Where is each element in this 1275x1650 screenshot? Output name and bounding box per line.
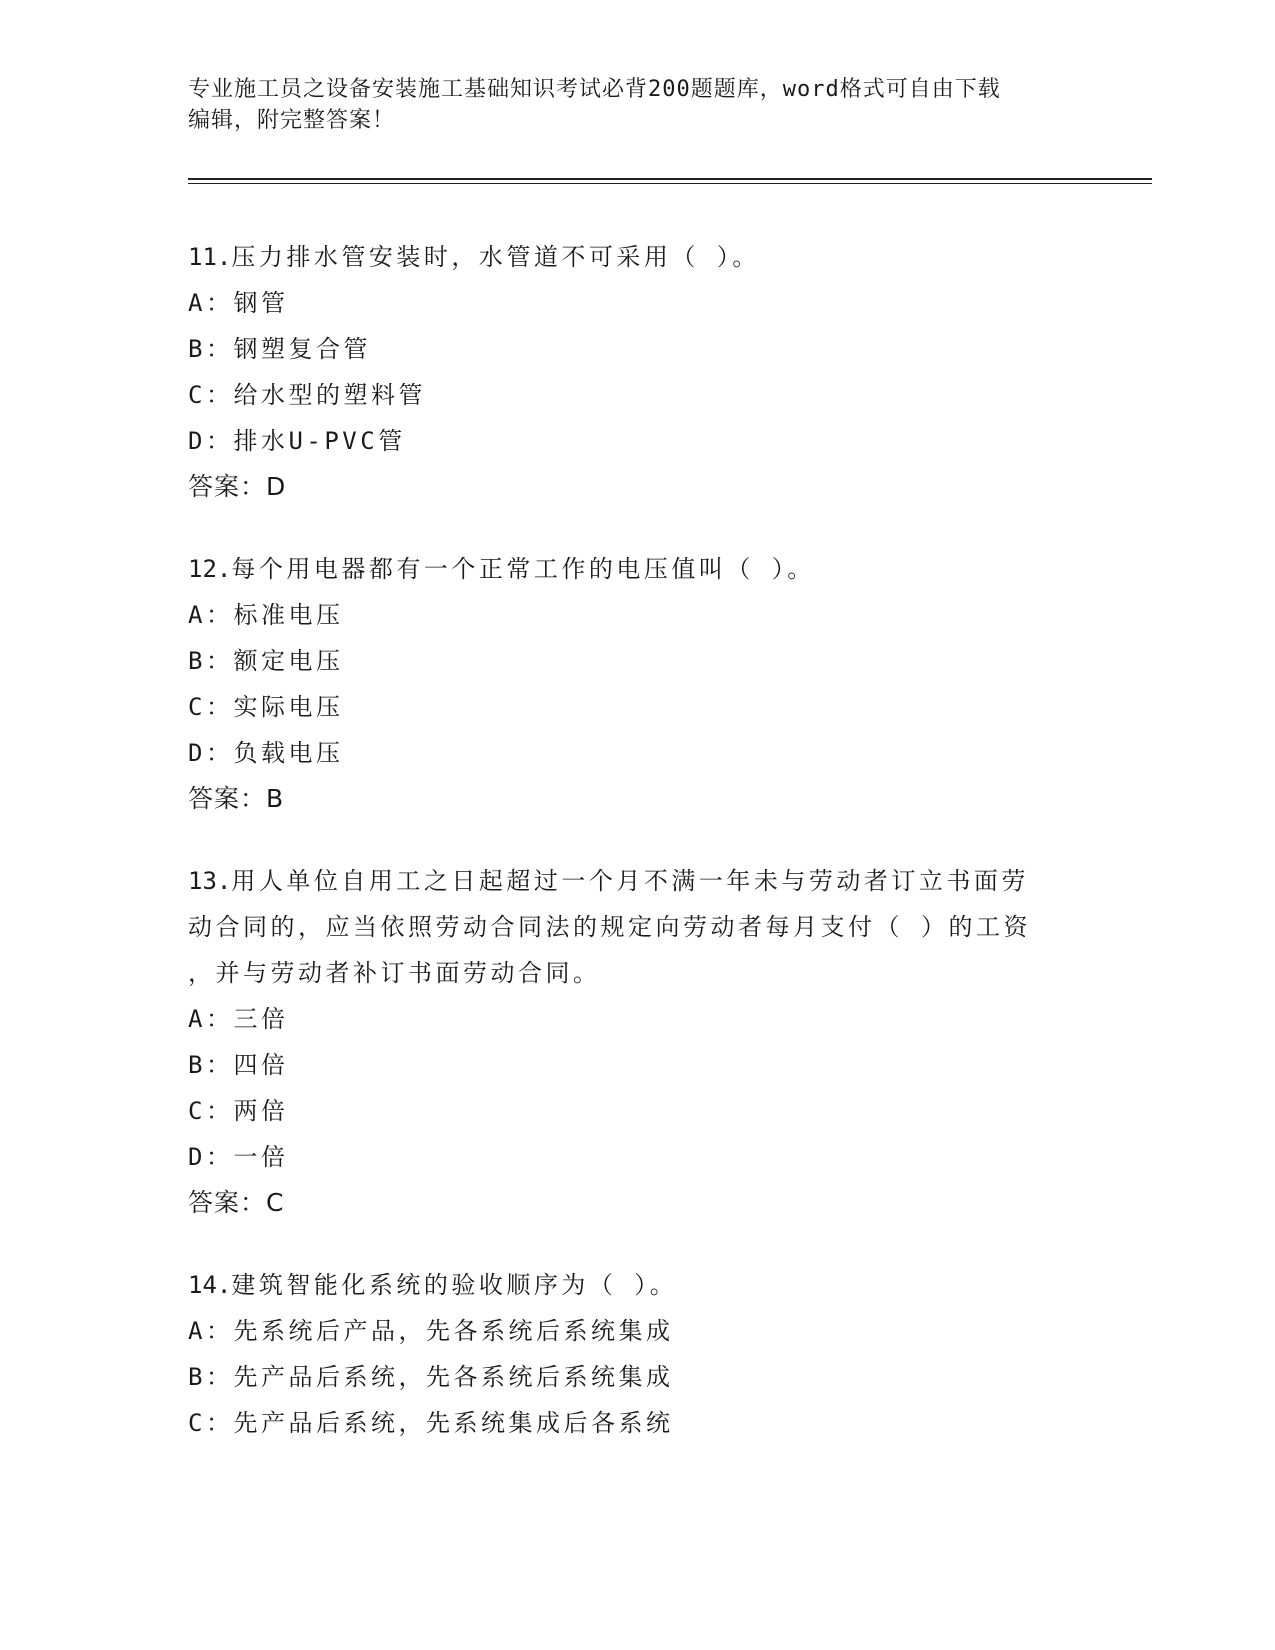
stem-line: 每个用电器都有一个正常工作的电压值叫（ ）。	[231, 555, 815, 583]
stem-line: ，并与劳动者补订书面劳动合同。	[188, 959, 601, 987]
option-b: B：钢塑复合管	[188, 335, 371, 363]
option-a: A：钢管	[188, 289, 289, 317]
option-a: A：标准电压	[188, 601, 344, 629]
question-stem	[188, 858, 1088, 904]
question-number: 13.	[188, 867, 232, 895]
question-list	[188, 234, 1088, 1482]
option-b: B：四倍	[188, 1051, 289, 1079]
question-number: 12.	[188, 555, 232, 583]
option-c: C：给水型的塑料管	[188, 381, 426, 409]
question-stem	[188, 1262, 1088, 1308]
header-line-2: 编辑，附完整答案！	[188, 108, 396, 133]
stem-line: 压力排水管安装时，水管道不可采用（ ）。	[231, 243, 760, 271]
document-header	[188, 74, 1088, 136]
option-a: A：三倍	[188, 1005, 289, 1033]
option-c: C：实际电压	[188, 693, 344, 721]
option-d: D：排水U-PVC管	[188, 427, 406, 455]
question-12	[188, 546, 1088, 822]
question-stem	[188, 234, 1088, 280]
question-14	[188, 1262, 1088, 1446]
answer: 答案：C	[188, 1188, 285, 1217]
header-divider-thick	[188, 178, 1152, 180]
stem-line: 建筑智能化系统的验收顺序为（ ）。	[231, 1271, 678, 1299]
question-stem	[188, 546, 1088, 592]
stem-line: 动合同的，应当依照劳动合同法的规定向劳动者每月支付（ ）的工资	[188, 913, 1031, 941]
answer: 答案：B	[188, 784, 285, 813]
answer: 答案：D	[188, 472, 287, 501]
option-b: B：额定电压	[188, 647, 344, 675]
option-d: D：一倍	[188, 1143, 289, 1171]
question-number: 14.	[188, 1271, 232, 1299]
stem-line: 用人单位自用工之日起超过一个月不满一年未与劳动者订立书面劳	[231, 867, 1029, 895]
question-number: 11.	[188, 243, 232, 271]
header-line-1: 专业施工员之设备安装施工基础知识考试必背200题题库，word格式可自由下载	[188, 77, 1001, 102]
question-11	[188, 234, 1088, 510]
option-c: C：先产品后系统，先系统集成后各系统	[188, 1409, 674, 1437]
header-divider-thin	[188, 183, 1152, 184]
question-13	[188, 858, 1088, 1226]
option-d: D：负载电压	[188, 739, 344, 767]
option-a: A：先系统后产品，先各系统后系统集成	[188, 1317, 674, 1345]
option-b: B：先产品后系统，先各系统后系统集成	[188, 1363, 674, 1391]
option-c: C：两倍	[188, 1097, 289, 1125]
